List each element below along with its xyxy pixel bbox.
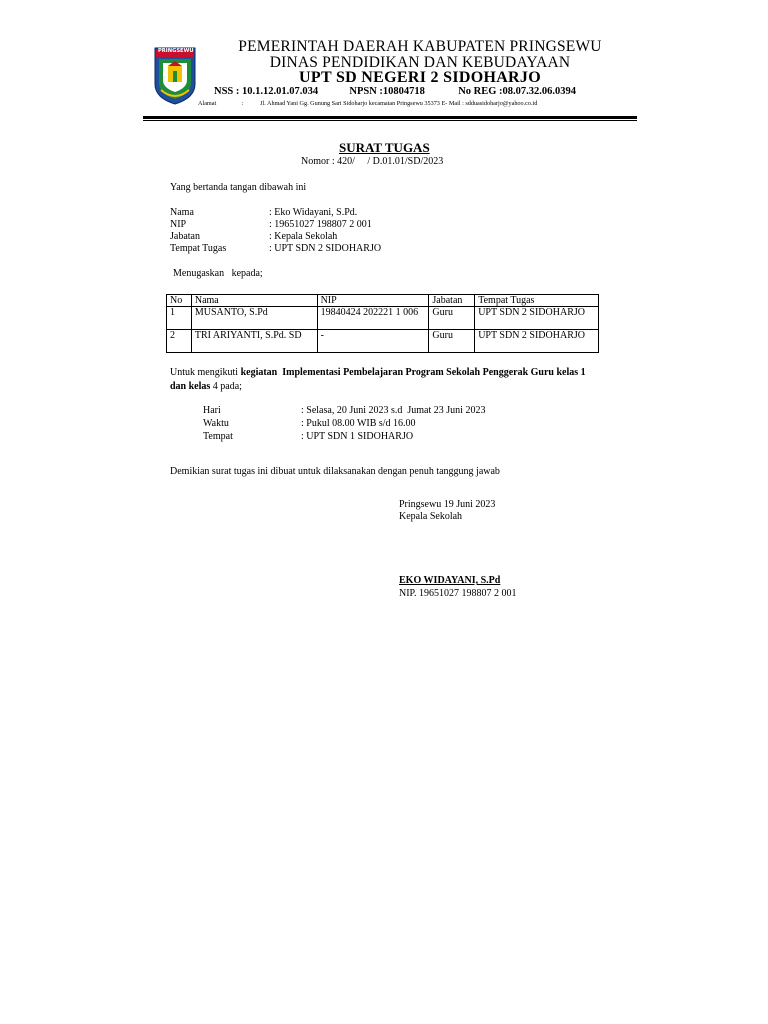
address-value: Jl. Ahmad Yani Gg. Gunung Sari Sidoharjo kecamatan Pringsewu 35373 E- Mail : sdduasidoharjo@yahoo.co.id bbox=[260, 100, 538, 107]
table-row bbox=[167, 307, 599, 330]
signer-workplace-label: Tempat Tugas bbox=[170, 243, 227, 254]
signer-full-name: EKO WIDAYANI, S.Pd bbox=[399, 575, 501, 586]
signer-workplace-value: : UPT SDN 2 SIDOHARJO bbox=[269, 243, 382, 254]
header-divider-thick bbox=[143, 116, 637, 119]
signer-name-label: Nama bbox=[170, 207, 194, 218]
signer-title: Kepala Sekolah bbox=[399, 511, 463, 522]
purpose-paragraph bbox=[170, 366, 600, 394]
government-name: PEMERINTAH DAERAH KABUPATEN PRINGSEWU bbox=[238, 38, 602, 55]
schedule-place-value: : UPT SDN 1 SIDOHARJO bbox=[301, 431, 414, 442]
address-label: Alamat bbox=[198, 100, 217, 107]
cell-nama: TRI ARIYANTI, S.Pd. SD bbox=[191, 330, 317, 353]
signer-nip-value: : 19651027 198807 2 001 bbox=[269, 219, 372, 230]
logo-label: PRINGSEWU bbox=[158, 48, 194, 54]
signer-position-value: : Kepala Sekolah bbox=[269, 231, 338, 242]
schedule-day-label: Hari bbox=[203, 405, 221, 416]
department-name: DINAS PENDIDIKAN DAN KEBUDAYAAN bbox=[269, 54, 571, 71]
npsn-code: NPSN :10804718 bbox=[349, 86, 425, 97]
header-divider-thin bbox=[143, 120, 637, 121]
schedule-place-label: Tempat bbox=[203, 431, 233, 442]
purpose-class-word: kelas bbox=[556, 367, 579, 378]
table-header-row bbox=[167, 295, 599, 307]
header-nama: Nama bbox=[191, 295, 317, 307]
header-no: No bbox=[167, 295, 192, 307]
signer-nip: NIP. 19651027 198807 2 001 bbox=[399, 588, 517, 599]
schedule-time-value: : Pukul 08.00 WIB s/d 16.00 bbox=[301, 418, 416, 429]
closing-text: Demikian surat tugas ini dibuat untuk dilaksanakan dengan penuh tanggung jawab bbox=[170, 466, 500, 477]
signer-nip-label: NIP bbox=[170, 219, 187, 230]
address-separator: : bbox=[241, 100, 244, 107]
cell-no: 1 bbox=[167, 307, 192, 330]
cell-tempat-tugas: UPT SDN 2 SIDOHARJO bbox=[475, 307, 599, 330]
school-name: UPT SD NEGERI 2 SIDOHARJO bbox=[299, 69, 541, 86]
assignee-table bbox=[166, 294, 599, 353]
header-jabatan: Jabatan bbox=[429, 295, 475, 307]
header-tempat-tugas: Tempat Tugas bbox=[475, 295, 599, 307]
cell-nip: - bbox=[317, 330, 429, 353]
header-nip: NIP bbox=[317, 295, 429, 307]
purpose-activity: kegiatan Implementasi Pembelajaran Program Sekolah Penggerak Guru bbox=[240, 367, 557, 378]
schedule-time-label: Waktu bbox=[203, 418, 229, 429]
nss-code: NSS : 10.1.12.01.07.034 bbox=[214, 86, 319, 97]
table-row bbox=[167, 330, 599, 353]
intro-text: Yang bertanda tangan dibawah ini bbox=[170, 182, 307, 193]
cell-jabatan: Guru bbox=[429, 330, 475, 353]
place-date: Pringsewu 19 Juni 2023 bbox=[399, 499, 496, 510]
schedule-day-value: : Selasa, 20 Juni 2023 s.d Jumat 23 Juni 2023 bbox=[301, 405, 486, 416]
signer-position-label: Jabatan bbox=[170, 231, 200, 242]
letter-title: SURAT TUGAS bbox=[339, 140, 430, 155]
purpose-class-number: 1 bbox=[578, 367, 586, 378]
assign-text: Menugaskan kepada; bbox=[173, 268, 263, 279]
cell-nama: MUSANTO, S.Pd bbox=[191, 307, 317, 330]
school-address bbox=[198, 100, 537, 107]
cell-tempat-tugas: UPT SDN 2 SIDOHARJO bbox=[475, 330, 599, 353]
purpose-class-word-2: kelas bbox=[186, 381, 213, 392]
regency-logo bbox=[152, 44, 198, 106]
purpose-prefix: Untuk mengikuti bbox=[170, 367, 241, 378]
noreg-code: No REG :08.07.32.06.0394 bbox=[458, 86, 577, 97]
signer-name-value: : Eko Widayani, S.Pd. bbox=[269, 207, 358, 218]
purpose-and: dan bbox=[170, 381, 187, 392]
letter-number: Nomor : 420/ / D.01.01/SD/2023 bbox=[301, 156, 444, 167]
school-codes bbox=[214, 86, 576, 97]
cell-nip: 19840424 202221 1 006 bbox=[317, 307, 429, 330]
purpose-end: pada; bbox=[217, 381, 242, 392]
cell-no: 2 bbox=[167, 330, 192, 353]
purpose-class-number-2: 4 bbox=[212, 381, 218, 392]
cell-jabatan: Guru bbox=[429, 307, 475, 330]
